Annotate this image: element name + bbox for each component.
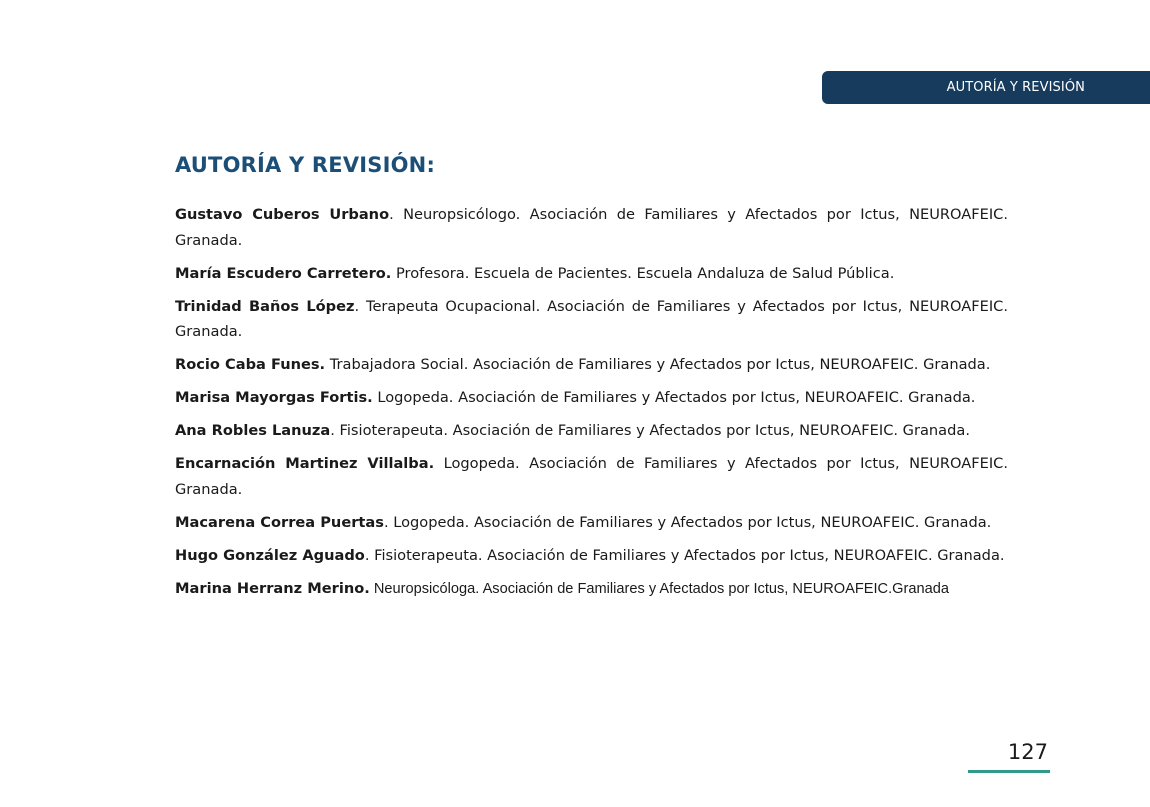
page-number-underline bbox=[968, 770, 1050, 773]
author-role: Trabajadora Social. Asociación de Familiares y Afectados por Ictus, NEUROAFEIC. Granada. bbox=[325, 356, 991, 373]
author-name: Hugo González Aguado bbox=[175, 546, 365, 564]
author-name: Marina Herranz Merino. bbox=[175, 579, 370, 597]
author-separator: . bbox=[383, 513, 389, 531]
author-role: Logopeda. Asociación de Familiares y Afectados por Ictus, NEUROAFEIC. Granada. bbox=[388, 513, 992, 531]
author-entry bbox=[175, 352, 1008, 378]
page-number: 127 bbox=[1007, 740, 1048, 764]
author-entry bbox=[175, 294, 1008, 345]
author-name: Macarena Correa Puertas bbox=[175, 513, 384, 531]
author-entry bbox=[175, 385, 1008, 411]
author-entry bbox=[175, 543, 1008, 569]
author-entry bbox=[175, 576, 1008, 603]
author-separator: . bbox=[364, 546, 370, 564]
author-entry bbox=[175, 510, 1008, 536]
author-name: Rocio Caba Funes. bbox=[175, 356, 326, 373]
header-section-tab bbox=[822, 71, 1150, 104]
author-name: Trinidad Baños López bbox=[175, 297, 355, 315]
author-separator: . bbox=[389, 206, 394, 223]
author-name: Gustavo Cuberos Urbano bbox=[175, 206, 390, 223]
author-separator: . bbox=[330, 422, 335, 439]
author-role: Neuropsicóloga. Asociación de Familiares y Afectados por Ictus, NEUROAFEIC.Granada bbox=[369, 580, 949, 597]
author-entry bbox=[175, 261, 1008, 287]
author-entry bbox=[175, 418, 1008, 444]
header-tab-label: AUTORÍA Y REVISIÓN bbox=[946, 80, 1085, 95]
author-separator: . bbox=[354, 297, 360, 315]
author-name: Marisa Mayorgas Fortis. bbox=[175, 389, 373, 406]
section-title: AUTORÍA Y REVISIÓN: bbox=[175, 153, 436, 177]
author-role: Terapeuta Ocupacional. Asociación de Familiares y Afectados por Ictus, NEUROAFEIC. Granada. bbox=[175, 297, 1008, 340]
author-name: Encarnación Martinez Villalba. bbox=[175, 455, 435, 472]
author-role: Fisioterapeuta. Asociación de Familiares y Afectados por Ictus, NEUROAFEIC. Granada. bbox=[369, 546, 1005, 564]
author-role: Logopeda. Asociación de Familiares y Afectados por Ictus, NEUROAFEIC. Granada. bbox=[175, 455, 1008, 498]
author-role: Profesora. Escuela de Pacientes. Escuela Andaluza de Salud Pública. bbox=[391, 264, 895, 282]
author-name: Ana Robles Lanuza bbox=[175, 422, 331, 439]
author-role: Neuropsicólogo. Asociación de Familiares y Afectados por Ictus, NEUROAFEIC. Granada. bbox=[175, 206, 1008, 249]
author-role: Logopeda. Asociación de Familiares y Afectados por Ictus, NEUROAFEIC. Granada. bbox=[372, 389, 976, 406]
author-entry bbox=[175, 202, 1008, 253]
author-name: María Escudero Carretero. bbox=[175, 264, 392, 282]
author-entry bbox=[175, 451, 1008, 502]
author-list bbox=[175, 202, 1008, 610]
author-role: Fisioterapeuta. Asociación de Familiares y Afectados por Ictus, NEUROAFEIC. Granada. bbox=[334, 422, 970, 439]
